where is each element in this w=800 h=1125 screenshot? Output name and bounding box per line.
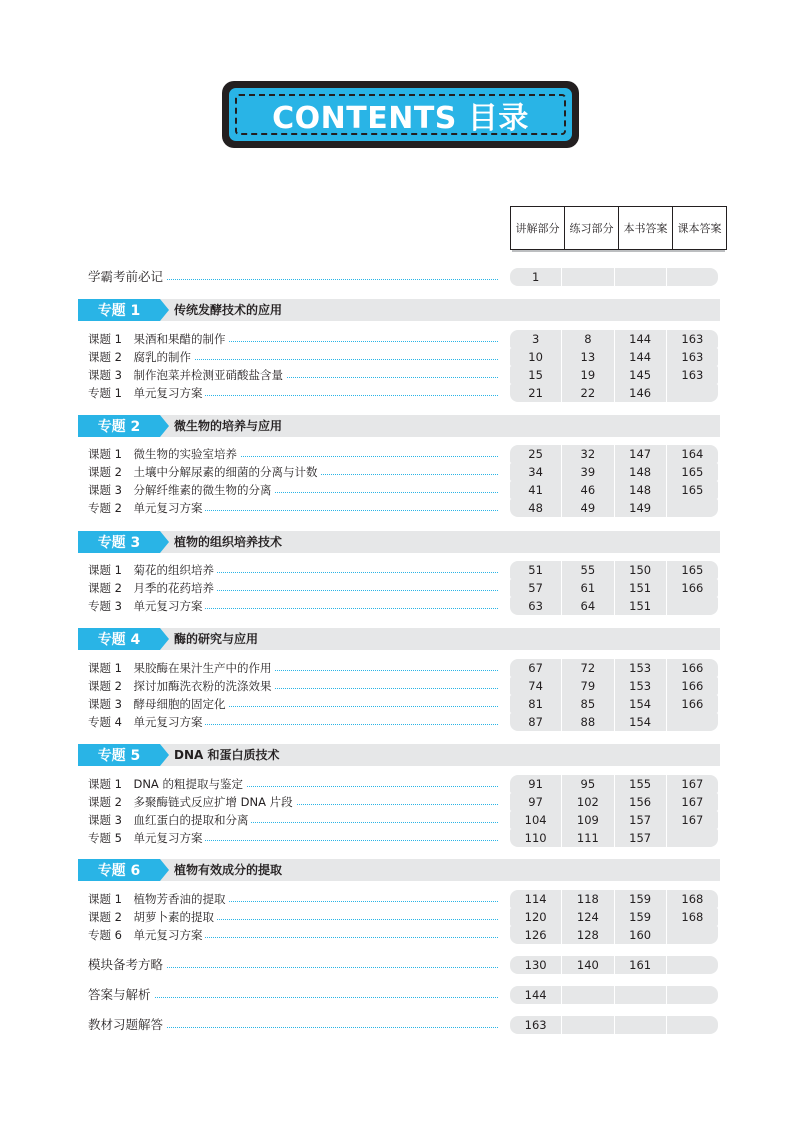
toc-entry-label: 专题 6 单元复习方案: [88, 926, 205, 944]
page-practice: 8: [562, 330, 614, 348]
page-practice: [562, 1016, 614, 1034]
page-book-answers: 157: [615, 829, 667, 847]
topic-header-4: [78, 628, 720, 650]
page-lecture: 114: [510, 890, 562, 908]
topic-tag: 专题 6: [78, 859, 160, 881]
toc-entry-label: 课题 3 制作泡菜并检测亚硝酸盐含量: [88, 366, 286, 384]
page-lecture: 74: [510, 677, 562, 695]
toc-entry-textbook-solutions[interactable]: [88, 1016, 720, 1034]
page-textbook-answers: 168: [681, 892, 704, 906]
page-textbook-answers: [667, 499, 718, 517]
topic-title: 微生物的培养与应用: [174, 419, 283, 433]
page-textbook-answers: 164: [681, 447, 704, 461]
page-numbers: [510, 695, 718, 713]
page-book-answers: [615, 268, 667, 286]
page-practice: 32: [562, 445, 614, 463]
page-book-answers: [615, 1016, 667, 1034]
page-numbers: [510, 986, 718, 1004]
toc-entry[interactable]: [88, 695, 720, 713]
toc-entry[interactable]: [88, 775, 720, 793]
page-book-answers: 161: [615, 956, 667, 974]
page-numbers: [510, 908, 718, 926]
page-practice: 79: [562, 677, 614, 695]
page-practice: 39: [562, 463, 614, 481]
page-numbers: [510, 330, 718, 348]
page-lecture: 1: [510, 268, 562, 286]
page-lecture: 3: [510, 330, 562, 348]
toc-entry-label: 课题 2 多聚酶链式反应扩增 DNA 片段: [88, 793, 296, 811]
toc-entry-intro[interactable]: [88, 268, 720, 286]
toc-entry[interactable]: [88, 677, 720, 695]
toc-entry-label: 课题 1 果酒和果醋的制作: [88, 330, 228, 348]
page-numbers: [510, 579, 718, 597]
page-textbook-answers: [667, 384, 718, 402]
toc-entry-review[interactable]: [88, 829, 720, 847]
page-practice: 109: [562, 811, 614, 829]
toc-entry[interactable]: [88, 793, 720, 811]
page-book-answers: 156: [615, 793, 667, 811]
page-book-answers: 160: [615, 926, 667, 944]
page-textbook-answers: 167: [681, 777, 704, 791]
page-practice: 85: [562, 695, 614, 713]
page-textbook-answers: [667, 926, 718, 944]
page-textbook-answers: [667, 268, 718, 286]
page-textbook-answers: [667, 956, 718, 974]
toc-entry-label: 专题 3 单元复习方案: [88, 597, 205, 615]
topic-tag: 专题 5: [78, 744, 160, 766]
toc-entry[interactable]: [88, 890, 720, 908]
page-textbook-answers: 165: [681, 483, 704, 497]
page-lecture: 63: [510, 597, 562, 615]
topic-header-6: [78, 859, 720, 881]
topic-title: 植物有效成分的提取: [174, 863, 283, 877]
toc-entry-review[interactable]: [88, 384, 720, 402]
page-textbook-answers: 163: [681, 368, 704, 382]
column-header: [510, 206, 727, 250]
toc-entry-label: 课题 1 DNA 的粗提取与鉴定: [88, 775, 246, 793]
page-practice: 13: [562, 348, 614, 366]
page-practice: 102: [562, 793, 614, 811]
page-lecture: 87: [510, 713, 562, 731]
page-book-answers: 148: [615, 463, 667, 481]
toc-entry[interactable]: [88, 659, 720, 677]
toc-entry-label: 课题 1 菊花的组织培养: [88, 561, 217, 579]
toc-entry-label: 课题 1 果胶酶在果汁生产中的作用: [88, 659, 274, 677]
page-textbook-answers: 165: [681, 465, 704, 479]
toc-entry[interactable]: [88, 481, 720, 499]
page-book-answers: 153: [615, 677, 667, 695]
page-textbook-answers: [667, 986, 718, 1004]
page-numbers: [510, 561, 718, 579]
toc-entry-label: 课题 3 酵母细胞的固定化: [88, 695, 228, 713]
page-lecture: 110: [510, 829, 562, 847]
page-lecture: 34: [510, 463, 562, 481]
page-book-answers: 153: [615, 659, 667, 677]
page-numbers: [510, 659, 718, 677]
toc-entry[interactable]: [88, 811, 720, 829]
page-book-answers: 148: [615, 481, 667, 499]
toc-entry-label: 课题 2 腐乳的制作: [88, 348, 194, 366]
page-lecture: 97: [510, 793, 562, 811]
page-practice: 88: [562, 713, 614, 731]
page-numbers: [510, 384, 718, 402]
page-textbook-answers: 163: [681, 332, 704, 346]
page-textbook-answers: [667, 597, 718, 615]
toc-entry-label: 专题 2 单元复习方案: [88, 499, 205, 517]
toc-entry-label: 模块备考方略: [88, 956, 166, 974]
page-book-answers: 151: [615, 597, 667, 615]
toc-entry-label: 课题 3 分解纤维素的微生物的分离: [88, 481, 274, 499]
page-numbers: [510, 811, 718, 829]
page-lecture: 104: [510, 811, 562, 829]
toc-entry[interactable]: [88, 348, 720, 366]
toc-entry-label: 课题 1 微生物的实验室培养: [88, 445, 240, 463]
page-lecture: 67: [510, 659, 562, 677]
page-textbook-answers: 166: [681, 679, 704, 693]
page-numbers: [510, 463, 718, 481]
page-numbers: [510, 481, 718, 499]
topic-header-2: [78, 415, 720, 437]
page-textbook-answers: 165: [681, 563, 704, 577]
page-numbers: [510, 445, 718, 463]
page-practice: 111: [562, 829, 614, 847]
page-textbook-answers: 168: [681, 910, 704, 924]
topic-tag: 专题 2: [78, 415, 160, 437]
toc-entry-label: 课题 1 植物芳香油的提取: [88, 890, 228, 908]
page-practice: [562, 986, 614, 1004]
toc-entry-answers[interactable]: [88, 986, 720, 1004]
page-textbook-answers: [667, 713, 718, 731]
page-textbook-answers: 166: [681, 697, 704, 711]
page-practice: 128: [562, 926, 614, 944]
page-textbook-answers: [667, 829, 718, 847]
toc-entry-label: 课题 2 探讨加酶洗衣粉的洗涤效果: [88, 677, 274, 695]
page-numbers: [510, 499, 718, 517]
banner-panel: [229, 88, 572, 141]
page-lecture: 91: [510, 775, 562, 793]
topic-tag: 专题 1: [78, 299, 160, 321]
page-practice: 95: [562, 775, 614, 793]
toc-entry[interactable]: [88, 561, 720, 579]
topic-header-1: [78, 299, 720, 321]
page-lecture: 15: [510, 366, 562, 384]
contents-banner: [222, 81, 579, 148]
page-lecture: 120: [510, 908, 562, 926]
page-numbers: [510, 348, 718, 366]
toc-entry-label: 学霸考前必记: [88, 268, 166, 286]
page-practice: 46: [562, 481, 614, 499]
toc-entry[interactable]: [88, 366, 720, 384]
page-book-answers: 150: [615, 561, 667, 579]
page-practice: 72: [562, 659, 614, 677]
page-lecture: 51: [510, 561, 562, 579]
page-textbook-answers: 166: [681, 581, 704, 595]
page-book-answers: 144: [615, 330, 667, 348]
topic-title: 传统发酵技术的应用: [174, 303, 283, 317]
toc-entry[interactable]: [88, 579, 720, 597]
page-practice: 19: [562, 366, 614, 384]
toc-entry-review[interactable]: [88, 926, 720, 944]
page-practice: 140: [562, 956, 614, 974]
page-lecture: 48: [510, 499, 562, 517]
page-numbers: [510, 1016, 718, 1034]
page-lecture: 163: [510, 1016, 562, 1034]
toc-entry-review[interactable]: [88, 597, 720, 615]
page-book-answers: 147: [615, 445, 667, 463]
page-title: CONTENTS 目录: [272, 100, 529, 136]
topic-header-3: [78, 531, 720, 553]
page-numbers: [510, 890, 718, 908]
page-numbers: [510, 926, 718, 944]
column-header-practice: 练习部分: [565, 206, 619, 250]
page-book-answers: 146: [615, 384, 667, 402]
page-book-answers: 157: [615, 811, 667, 829]
toc-entry[interactable]: [88, 445, 720, 463]
page-practice: 22: [562, 384, 614, 402]
page-book-answers: 155: [615, 775, 667, 793]
page-book-answers: 144: [615, 348, 667, 366]
topic-title: 酶的研究与应用: [174, 632, 259, 646]
page-numbers: [510, 597, 718, 615]
page-book-answers: 159: [615, 890, 667, 908]
page-book-answers: [615, 986, 667, 1004]
page-book-answers: 145: [615, 366, 667, 384]
toc-entry-review[interactable]: [88, 713, 720, 731]
toc-entry-review[interactable]: [88, 499, 720, 517]
toc-entry-label: 专题 5 单元复习方案: [88, 829, 205, 847]
page-numbers: [510, 268, 718, 286]
toc-entry-label: 答案与解析: [88, 986, 154, 1004]
page-practice: 124: [562, 908, 614, 926]
page-lecture: 126: [510, 926, 562, 944]
page-book-answers: 151: [615, 579, 667, 597]
topic-header-5: [78, 744, 720, 766]
page-practice: 49: [562, 499, 614, 517]
page-textbook-answers: [667, 1016, 718, 1034]
page-textbook-answers: 166: [681, 661, 704, 675]
toc-entry-label: 课题 2 胡萝卜素的提取: [88, 908, 217, 926]
page-lecture: 144: [510, 986, 562, 1004]
page-lecture: 25: [510, 445, 562, 463]
toc-entry[interactable]: [88, 330, 720, 348]
page-textbook-answers: 167: [681, 795, 704, 809]
toc-entry-label: 课题 2 月季的花药培养: [88, 579, 217, 597]
toc-entry-label: 课题 2 土壤中分解尿素的细菌的分离与计数: [88, 463, 320, 481]
toc-entry[interactable]: [88, 463, 720, 481]
page-practice: 61: [562, 579, 614, 597]
toc-entry-label: 教材习题解答: [88, 1016, 166, 1034]
column-header-textbook-answers: 课本答案: [673, 206, 727, 250]
page-practice: 118: [562, 890, 614, 908]
toc-entry-label: 专题 4 单元复习方案: [88, 713, 205, 731]
page-practice: 64: [562, 597, 614, 615]
page-numbers: [510, 956, 718, 974]
topic-tag: 专题 3: [78, 531, 160, 553]
page-lecture: 130: [510, 956, 562, 974]
toc-entry-label: 专题 1 单元复习方案: [88, 384, 205, 402]
column-header-book-answers: 本书答案: [619, 206, 673, 250]
page-lecture: 57: [510, 579, 562, 597]
page-book-answers: 154: [615, 695, 667, 713]
page-textbook-answers: 163: [681, 350, 704, 364]
topic-title: DNA 和蛋白质技术: [174, 748, 280, 762]
page-numbers: [510, 366, 718, 384]
page-practice: 55: [562, 561, 614, 579]
page-book-answers: 149: [615, 499, 667, 517]
toc-entry-exam-strategy[interactable]: [88, 956, 720, 974]
page-lecture: 81: [510, 695, 562, 713]
page-practice: [562, 268, 614, 286]
toc-entry[interactable]: [88, 908, 720, 926]
page-numbers: [510, 829, 718, 847]
column-header-lecture: 讲解部分: [510, 206, 565, 250]
page-book-answers: 154: [615, 713, 667, 731]
page-numbers: [510, 677, 718, 695]
topic-tag: 专题 4: [78, 628, 160, 650]
page-lecture: 10: [510, 348, 562, 366]
page-numbers: [510, 713, 718, 731]
page-numbers: [510, 793, 718, 811]
page-numbers: [510, 775, 718, 793]
page-book-answers: 159: [615, 908, 667, 926]
topic-title: 植物的组织培养技术: [174, 535, 283, 549]
page-lecture: 21: [510, 384, 562, 402]
page-lecture: 41: [510, 481, 562, 499]
page-textbook-answers: 167: [681, 813, 704, 827]
toc-entry-label: 课题 3 血红蛋白的提取和分离: [88, 811, 251, 829]
